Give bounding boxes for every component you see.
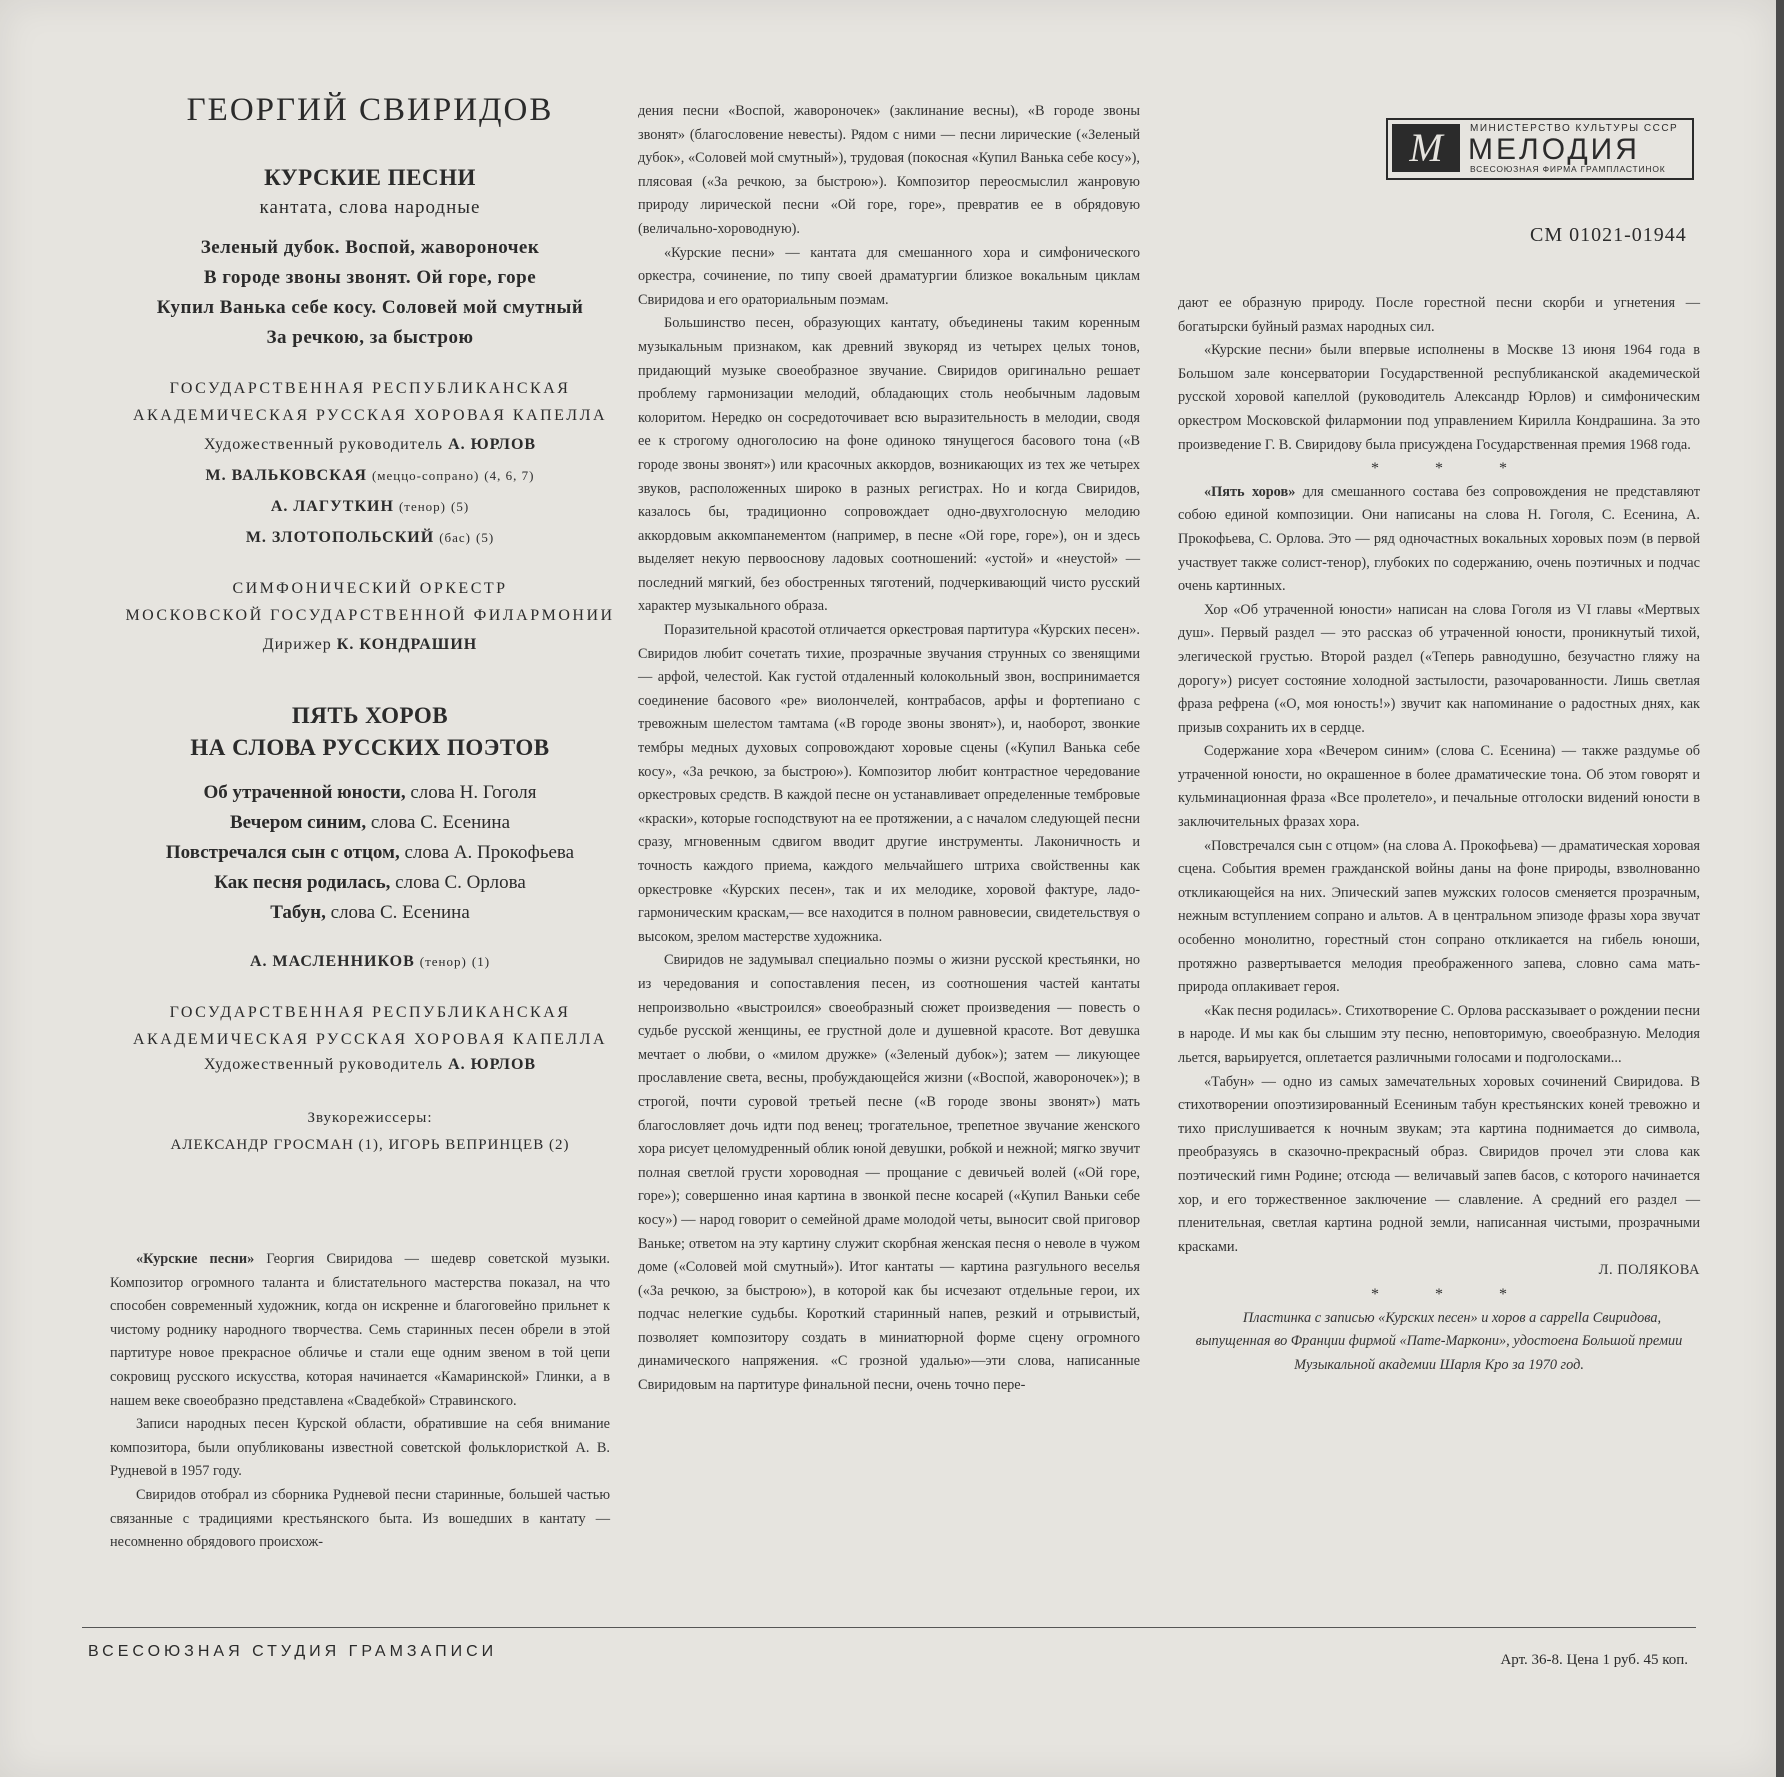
paragraph: «Курские песни» были впервые исполнены в Москве 13 июня 1964 года в Большом зале консерватории Государственной республиканской академической русской хоровой капеллой (руководитель Александр Юрлов) и симфоническим оркестром Московской филармонии под управлением Кирилла Кондрашина. За это произведение Г. В. Свиридову была присуждена Государственная премия 1968 года. [1178, 342, 1700, 453]
song-line: За речкою, за быстрою [266, 327, 474, 348]
orchestra-name [110, 575, 630, 629]
choir-director [110, 429, 630, 460]
price-line: Арт. 36-8. Цена 1 руб. 45 коп. [1500, 1652, 1688, 1668]
paragraph: дают ее образную природу. После горестной песни скорби и угнетения — богатырски буйный размах народных сил. [1178, 295, 1700, 335]
chorus-item [110, 808, 630, 838]
section-separator: * * * [1371, 1285, 1533, 1303]
text-column-1 [110, 1248, 610, 1555]
author-signature: Л. ПОЛЯКОВА [1598, 1262, 1700, 1279]
sound-engineers [110, 1105, 630, 1159]
paragraph: Свиридов не задумывал специально поэмы о жизни русской крестьянки, но из чередования и сопоставления песен, из соотношения частей кантаты непроизвольно «выстроился» своеобразный сюжет произведения — повесть о судьбе русской женщины, ее грустной доле и душевной красоте. Вот девушка мечтает о любви, о «милом дружке» («Зеленый дубок»); затем — ликующее прославление света, весны, пробуждающейся жизни («Воспой, жавороночек»); в строгой, почти суровой третьей песне («В городе звоны звонят») мать благословляет дочь идти под венец; трогательное, трепетное звучание женского хора рисует целомудренный облик юной девушки, робкой и нежной; мягко звучит полная светлой грусти хороводная — прощание с девичьей волей («Ой горе, горе»); совершенно иная картина в звонкой песне косарей («Купил Ваньки себе косу») — народ говорит о семейной драме молодой четы, выносит свой приговор Ваньке; ответом на эту картину служит скорбная женская песня о неволе в чужом доме («Соловей мой смутный»). Итог кантаты — картина разгульного веселья («За речкою, за быстрою»), в которой как бы исчезают отдельные герои, их подчас нелегкие судьбы. Короткий старинный напев, резкий и отрывистый, позволяет композитору создать в миниатюрной форме сцену огромного динамического напряжения. «С грозной удалью»—эти слова, написанные Свиридовым на партитуре финальной песни, очень точно пере- [638, 952, 1140, 1394]
chorus-title: Об утраченной юности, [203, 782, 406, 803]
soloist-name: М. ЗЛОТОПОЛЬСКИЙ [245, 529, 435, 546]
work1-subtitle: кантата, слова народные [259, 197, 481, 218]
work2-title [110, 700, 630, 764]
soloist-credit [110, 460, 630, 491]
paragraph-text: Георгия Свиридова — шедевр советской музыки. Композитор огромного таланта и блистательного мастерства показал, на что способен современный художник, когда он искренне и благоговейно прильнет к чистому роднику народного творчества. Семь старинных песен обрели в этой партитуре новое прекрасное обличье и стали еще одним звеном в той цепи сокровищ русского искусства, которая начинается «Камаринской» Глинки, а в нашем веке своеобразно представлена «Свадебкой» Стравинского. [110, 1251, 610, 1409]
studio-name: ВСЕСОЮЗНАЯ СТУДИЯ ГРАМЗАПИСИ [88, 1643, 498, 1660]
footer-rule [82, 1627, 1696, 1628]
paragraph: «Как песня родилась». Стихотворение С. Орлова рассказывает о рождении песни в народе. И мы как бы слышим эту песню, неповторимую, своеобразную. Мелодия льется, варьируется, оплетается различными голосами и подголосками... [1178, 1002, 1700, 1066]
choir-line: ГОСУДАРСТВЕННАЯ РЕСПУБЛИКАНСКАЯ [169, 380, 571, 397]
soloist-role: (меццо-сопрано) [371, 468, 480, 483]
work2-title-line: НА СЛОВА РУССКИХ ПОЭТОВ [190, 735, 550, 760]
soloist-role: (тенор) [398, 499, 447, 514]
paragraph: Свиридов отобрал из сборника Рудневой песни старинные, большей частью связанные с традициями крестьянского быта. Из вошедших в кантату — несомненно обрядового происхож- [110, 1486, 610, 1551]
catalog-number: СМ 01021-01944 [1530, 224, 1687, 246]
chorus-item [110, 778, 630, 808]
soloist-tracks: (5) [451, 499, 470, 514]
soloist-credit [110, 491, 630, 522]
chorus-item [110, 838, 630, 868]
conductor-credit [110, 629, 630, 660]
paragraph: Поразительной красотой отличается оркестровая партитура «Курских песен». Свиридов любит сочетать тихие, прозрачные звучания струнных со звенящими — арфой, челестой. Как густой отдаленный колокольный звон, воспринимается соединение басового «ре» виолончелей, контрабасов, арфы и фортепиано с тревожным шелестом тамтама («В городе звоны звонят»), и, наоборот, звонкие тембры медных духовых сопровождают хоровые сцены («Купил Ванька себе косу», «За речкою, за быстрою»). Композитор любит контрастное чередование оркестровых средств. В каждой песне он устанавливает определенные тембровые «краски», которые господствуют на ее протяжении, а с началом следующей песни сразу, мгновенным сдвигом вводит другие инструменты. Лаконичность и точность каждого приема, каждого мельчайшего штриха свойственны как оркестровке «Курских песен», так и их мелодике, хоровой фактуре, ладо-гармоническим краскам,— все находится в полном равновесии, свидетельствуя о высоком, зрелом мастерстве художника. [638, 622, 1140, 945]
text-column-3 [1178, 292, 1700, 1377]
paragraph-text: для смешанного состава без сопровождения не представляют собою единой композиции. Они написаны на слова Н. Гоголя, С. Есенина, А. Прокофьева, С. Орлова. Это — ряд одночастных вокальных хоровых поэм (в первой участвует также солист-тенор), глубоких по содержанию, очень поэтичных и подчас очень картинных. [1178, 483, 1700, 595]
paragraph: «Повстречался сын с отцом» (на слова А. Прокофьева) — драматическая хоровая сцена. События времен гражданской войны даны на фоне природы, взволнованно откликающейся на них. Эпический запев мужских голосов сменяется прозрачным, нежным вступлением сопрано и альтов. А в центральном эпизоде фразы хора звучат особенно монолитно, горестный стон сопрано откликается на гибель юноши, протяжно развертывается мелодия преображенного запева, словно сама мать-природа оплакивает героя. [1178, 837, 1700, 996]
choir-name [110, 999, 630, 1053]
choir-name [110, 375, 630, 429]
credits-column [110, 92, 630, 1159]
director-label: Художественный руководитель [203, 1056, 444, 1073]
logo-brand: МЕЛОДИЯ [1468, 133, 1640, 166]
soloist-role: (тенор) [419, 954, 467, 969]
paragraph: дения песни «Воспой, жавороночек» (заклинание весны), «В городе звоны звонят» (благословение невесты). Рядом с ними — песни лирические («Зеленый дубок», «Соловей мой смутный»), трудовая (покосная «Купил Ванька себе косу»), плясовая («За речкою, за быстрою»). Композитор переосмыслил жанровую природу лирической песни «Ой горе, горе», превратив ее в обрядовую (величально-хороводную). [638, 103, 1140, 237]
chorus-title: Вечером синим, [229, 812, 367, 833]
paragraph: Хор «Об утраченной юности» написан на слова Гоголя из VI главы «Мертвых душ». Первый раздел — это рассказ об утраченной юности, проникнутый тихой, элегической грустью. Второй раздел («Теперь равнодушно, безучастно гляжу на дорогу») рисует состояние холодной застылости, разочарованности. Лишь светлая фраза рефрена («О, моя юность!») звучит как напоминание о радостных днях, как призыв сохранить их в сердце. [1178, 601, 1700, 736]
choir-line: АКАДЕМИЧЕСКАЯ РУССКАЯ ХОРОВАЯ КАПЕЛЛА [133, 1031, 607, 1048]
soloist-tracks: (5) [476, 530, 495, 545]
chorus-words: слова Н. Гоголя [410, 782, 537, 803]
choir-director [110, 1053, 630, 1077]
orchestra-line: МОСКОВСКОЙ ГОСУДАРСТВЕННОЙ ФИЛАРМОНИИ [125, 607, 615, 624]
award-note: Пластинка с записью «Курских песен» и хоров a cappella Свиридова, выпущенная во Франции фирмой «Пате-Маркони», удостоена Большой премии Музыкальной академии Шарля Кро за 1970 год. [1195, 1309, 1683, 1373]
orchestra-line: СИМФОНИЧЕСКИЙ ОРКЕСТР [232, 580, 508, 597]
work2-title-line: ПЯТЬ ХОРОВ [291, 703, 449, 728]
paragraph [1178, 481, 1700, 599]
engineers-names: АЛЕКСАНДР ГРОСМАН (1), ИГОРЬ ВЕПРИНЦЕВ (2) [170, 1137, 570, 1153]
bold-lead: «Курские песни» [136, 1251, 255, 1267]
paragraph: Большинство песен, образующих кантату, объединены таким коренным музыкальным признаком, как древний звукоряд из четырех целых тонов, придающий музыке своеобразное звучание. Свиридов оригинально решает проблему гармонизации мелодий, обладающих столь необычным ладовым колоритом. Нередко он сосредоточивает всю выразительность в мелодии, сводя ее к строгому одноголосию на фоне одиноко тянущегося басового тона («В городе звоны звонят») или красочных аккордов, возникающих из тех же четырех звуков, расположенных широко в разных регистрах. Но и когда Свиридов, казалось бы, традиционно сопровождает одно-двухголосную мелодию аккордовым аккомпанементом (например, в песне «Ой горе, горе»), он и здесь выделяет некую первооснову ладовых соотношений: «устой» и «неустой» — последний мягкий, без обостренных тяготений, подчеркивающий чисто русский характер музыкального образа. [638, 315, 1140, 615]
soloist-name: М. ВАЛЬКОВСКАЯ [205, 467, 367, 484]
soloist-credit [110, 522, 630, 553]
choir-line: ГОСУДАРСТВЕННАЯ РЕСПУБЛИКАНСКАЯ [169, 1004, 571, 1021]
chorus-title: Табун, [270, 902, 326, 923]
song-line: Зеленый дубок. Воспой, жавороночек [200, 237, 540, 258]
work1-title: КУРСКИЕ ПЕСНИ [264, 165, 476, 190]
choir-line: АКАДЕМИЧЕСКАЯ РУССКАЯ ХОРОВАЯ КАПЕЛЛА [133, 407, 607, 424]
soloist-name: А. МАСЛЕННИКОВ [249, 953, 415, 970]
soloist-name: А. ЛАГУТКИН [270, 498, 394, 515]
conductor-name: К. КОНДРАШИН [336, 636, 478, 653]
logo-top-text: МИНИСТЕРСТВО КУЛЬТУРЫ СССР [1470, 123, 1679, 134]
work2-list [110, 778, 630, 928]
soloist-credit [110, 946, 630, 977]
chorus-words: слова С. Есенина [330, 902, 470, 923]
chorus-words: слова А. Прокофьева [404, 842, 575, 863]
logo-bottom-text: ВСЕСОЮЗНАЯ ФИРМА ГРАМПЛАСТИНОК [1470, 164, 1666, 174]
paragraph: Содержание хора «Вечером синим» (слова С. Есенина) — также раздумье об утраченной юности, но окрашенное в более драматические тона. Об этом говорят и кульминационная фраза «Все пролетело», и печальные отголоски видений юности в заключительных фразах хора. [1178, 743, 1700, 831]
soloist-tracks: (4, 6, 7) [484, 468, 535, 483]
melodiya-logo [1386, 118, 1694, 180]
director-name: А. ЮРЛОВ [448, 436, 537, 453]
engineers-label: Звукорежиссеры: [307, 1110, 433, 1126]
director-label: Художественный руководитель [203, 436, 444, 453]
chorus-item [110, 898, 630, 928]
chorus-item [110, 868, 630, 898]
chorus-title: Повстречался сын с отцом, [165, 842, 400, 863]
song-line: В городе звоны звонят. Ой горе, горе [203, 267, 537, 288]
work1-song-list [110, 233, 630, 353]
soloist-tracks: (1) [471, 954, 491, 969]
section-separator: * * * [1371, 460, 1533, 478]
chorus-words: слова С. Есенина [370, 812, 511, 833]
conductor-label: Дирижер [262, 636, 332, 653]
composer-name: ГЕОРГИЙ СВИРИДОВ [186, 92, 554, 128]
paragraph: Записи народных песен Курской области, обратившие на себя внимание композитора, были опубликованы известной советской фольклористкой А. В. Рудневой в 1957 году. [110, 1416, 610, 1480]
melodiya-mark-icon: М [1392, 124, 1460, 172]
chorus-title: Как песня родилась, [214, 872, 391, 893]
song-line: Купил Ванька себе косу. Соловей мой смутный [156, 297, 584, 318]
chorus-words: слова С. Орлова [395, 872, 526, 893]
soloist-role: (бас) [439, 530, 471, 545]
director-name: А. ЮРЛОВ [448, 1056, 537, 1073]
paragraph: «Табун» — одно из самых замечательных хоровых сочинений Свиридова. В стихотворении опоэтизированный Есениным табун крестьянских коней тревожно и тихо прислушивается к ночным звукам; эта картина поднимается до символа, преобразуясь в сказочно-прекрасный образ. Свиридов прочел эти слова как поэтический гимн Родине; отсюда — величавый запев басов, с которого начинается хор, и его торжественное заключение — славление. А средний его раздел — пленительная, светлая картина родной земли, написанная чистыми, прозрачными красками. [1178, 1073, 1700, 1255]
text-column-2 [638, 100, 1140, 1398]
bold-lead: «Пять хоров» [1204, 483, 1296, 500]
paragraph [110, 1248, 610, 1413]
paragraph: «Курские песни» — кантата для смешанного хора и симфонического оркестра, сочинение, по типу своей драматургии близкое вокальным циклам Свиридова и его ораториальным поэмам. [638, 244, 1140, 308]
